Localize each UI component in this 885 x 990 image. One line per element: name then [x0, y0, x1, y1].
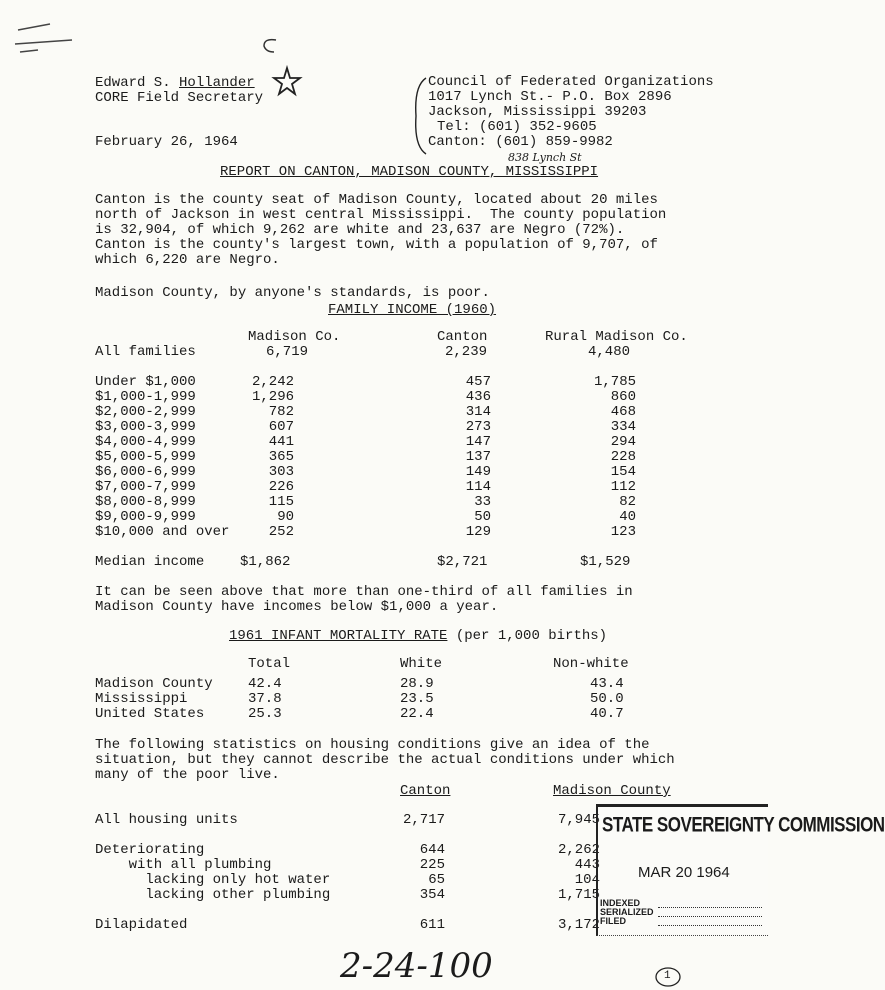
income-madison-value: 1,296 [251, 389, 294, 405]
mortality-col-header: White [400, 656, 443, 672]
file-number: 2-24-100 [340, 946, 493, 986]
income-col-header: Madison Co. [248, 329, 341, 345]
income-madison-value: 607 [268, 419, 294, 435]
intro-line: Canton is the county seat of Madison County, located about 20 miles [95, 192, 658, 208]
median-value: $2,721 [437, 554, 488, 570]
income-row-label: $1,000-1,999 [95, 389, 196, 405]
income-row-label: $5,000-5,999 [95, 449, 196, 465]
all-families-value: 2,239 [445, 344, 488, 360]
all-families-value: 6,719 [266, 344, 309, 360]
mortality-nonwhite: 43.4 [590, 676, 624, 692]
income-canton-value: 147 [465, 434, 491, 450]
income-madison-value: 115 [268, 494, 294, 510]
stamp-line [658, 925, 762, 926]
mortality-col-header: Total [248, 656, 291, 672]
income-row-label: $8,000-8,999 [95, 494, 196, 510]
mortality-row-label: Madison County [95, 676, 213, 692]
housing-intro-line: The following statistics on housing conditions give an idea of the [95, 737, 650, 753]
intro-line: Canton is the county's largest town, with a population of 9,707, of [95, 237, 658, 253]
income-canton-value: 273 [465, 419, 491, 435]
income-rural-value: 82 [619, 494, 636, 510]
scribble-mark [10, 10, 80, 60]
income-note-line: Madison County have incomes below $1,000 a year. [95, 599, 499, 615]
intro-line: north of Jackson in west central Mississippi. The county population [95, 207, 667, 223]
income-canton-value: 33 [474, 494, 491, 510]
stamp-line [658, 916, 762, 917]
income-row-label: $9,000-9,999 [95, 509, 196, 525]
mortality-col-header: Non-white [553, 656, 629, 672]
income-canton-value: 129 [465, 524, 491, 540]
housing-county-value: 1,715 [557, 887, 600, 903]
housing-col-header: Madison County [553, 783, 671, 799]
income-canton-value: 149 [465, 464, 491, 480]
income-madison-value: 226 [268, 479, 294, 495]
income-madison-value: 90 [277, 509, 294, 525]
brace-mark [408, 76, 430, 156]
income-row-label: $3,000-3,999 [95, 419, 196, 435]
handwritten-address: 838 Lynch St [508, 151, 582, 164]
income-row-label: Under $1,000 [95, 374, 196, 390]
income-canton-value: 114 [465, 479, 491, 495]
council-line: 1017 Lynch St.- P.O. Box 2896 [428, 89, 672, 105]
income-canton-value: 457 [465, 374, 491, 390]
housing-canton-value: 611 [419, 917, 445, 933]
income-rural-value: 154 [610, 464, 636, 480]
council-line: Tel: (601) 352-9605 [437, 119, 597, 135]
housing-canton-value: 65 [428, 872, 445, 888]
income-row-label: $6,000-6,999 [95, 464, 196, 480]
income-madison-value: 2,242 [251, 374, 294, 390]
income-madison-value: 782 [268, 404, 294, 420]
poor-line: Madison County, by anyone's standards, is poor. [95, 285, 490, 301]
mortality-row-label: Mississippi [95, 691, 188, 707]
income-canton-value: 50 [474, 509, 491, 525]
housing-intro-line: situation, but they cannot describe the actual conditions under which [95, 752, 675, 768]
housing-row-label: with all plumbing [95, 857, 272, 873]
income-rural-value: 1,785 [593, 374, 636, 390]
income-row-label: $7,000-7,999 [95, 479, 196, 495]
stamp-label-serialized: SERIALIZED [600, 907, 654, 917]
income-rural-value: 112 [610, 479, 636, 495]
page-number: 1 [664, 970, 671, 982]
housing-row-label: All housing units [95, 812, 238, 828]
mortality-title: 1961 INFANT MORTALITY RATE (per 1,000 births) [229, 628, 608, 644]
stamp-line [658, 907, 762, 908]
income-madison-value: 365 [268, 449, 294, 465]
council-line: Canton: (601) 859-9982 [428, 134, 613, 150]
income-rural-value: 468 [610, 404, 636, 420]
intro-line: is 32,904, of which 9,262 are white and 23,637 are Negro (72%). [95, 222, 625, 238]
all-families-value: 4,480 [588, 344, 631, 360]
stamp-label-filed: FILED [600, 916, 626, 926]
income-row-label: $2,000-2,999 [95, 404, 196, 420]
mortality-total: 37.8 [248, 691, 282, 707]
stamp-title: STATE SOVEREIGNTY COMMISSION [602, 812, 885, 837]
income-row-label: $4,000-4,999 [95, 434, 196, 450]
housing-row-label: lacking only hot water [95, 872, 331, 888]
council-line: Jackson, Mississippi 39203 [428, 104, 647, 120]
mortality-row-label: United States [95, 706, 205, 722]
housing-row-label: Dilapidated [95, 917, 188, 933]
mortality-white: 22.4 [400, 706, 434, 722]
income-rural-value: 40 [619, 509, 636, 525]
income-canton-value: 314 [465, 404, 491, 420]
housing-county-value: 104 [574, 872, 600, 888]
housing-col-header: Canton [400, 783, 451, 799]
housing-county-value: 443 [574, 857, 600, 873]
housing-row-label: lacking other plumbing [95, 887, 331, 903]
all-families-label: All families [95, 344, 196, 360]
housing-intro-line: many of the poor live. [95, 767, 280, 783]
report-title: REPORT ON CANTON, MADISON COUNTY, MISSISSIPPI [220, 164, 599, 180]
income-col-header: Canton [437, 329, 488, 345]
mortality-white: 23.5 [400, 691, 434, 707]
income-madison-value: 441 [268, 434, 294, 450]
housing-county-value: 7,945 [557, 812, 600, 828]
stamp-date: MAR 20 1964 [638, 864, 730, 881]
income-row-label: $10,000 and over [95, 524, 230, 540]
housing-row-label: Deteriorating [95, 842, 205, 858]
mortality-white: 28.9 [400, 676, 434, 692]
income-canton-value: 137 [465, 449, 491, 465]
housing-canton-value: 644 [419, 842, 445, 858]
median-label: Median income [95, 554, 205, 570]
income-col-header: Rural Madison Co. [545, 329, 688, 345]
income-madison-value: 252 [268, 524, 294, 540]
income-rural-value: 294 [610, 434, 636, 450]
sender-title: CORE Field Secretary [95, 90, 264, 106]
stamp-label-indexed: INDEXED [600, 898, 641, 908]
median-value: $1,862 [240, 554, 291, 570]
council-line: Council of Federated Organizations [428, 74, 714, 90]
sender-name: Edward S. Hollander [95, 75, 255, 91]
mortality-total: 25.3 [248, 706, 282, 722]
income-rural-value: 860 [610, 389, 636, 405]
income-madison-value: 303 [268, 464, 294, 480]
bracket-mark [258, 36, 282, 56]
housing-county-value: 2,262 [557, 842, 600, 858]
star-icon [272, 66, 302, 96]
sovereignty-commission-stamp [596, 804, 885, 936]
income-canton-value: 436 [465, 389, 491, 405]
intro-line: which 6,220 are Negro. [95, 252, 280, 268]
mortality-nonwhite: 40.7 [590, 706, 624, 722]
housing-canton-value: 225 [419, 857, 445, 873]
housing-county-value: 3,172 [557, 917, 600, 933]
letter-date: February 26, 1964 [95, 134, 238, 150]
income-note-line: It can be seen above that more than one-third of all families in [95, 584, 633, 600]
mortality-nonwhite: 50.0 [590, 691, 624, 707]
income-rural-value: 123 [610, 524, 636, 540]
income-rural-value: 334 [610, 419, 636, 435]
housing-canton-value: 2,717 [402, 812, 445, 828]
housing-canton-value: 354 [419, 887, 445, 903]
mortality-total: 42.4 [248, 676, 282, 692]
income-rural-value: 228 [610, 449, 636, 465]
median-value: $1,529 [580, 554, 631, 570]
income-title: FAMILY INCOME (1960) [328, 302, 497, 318]
